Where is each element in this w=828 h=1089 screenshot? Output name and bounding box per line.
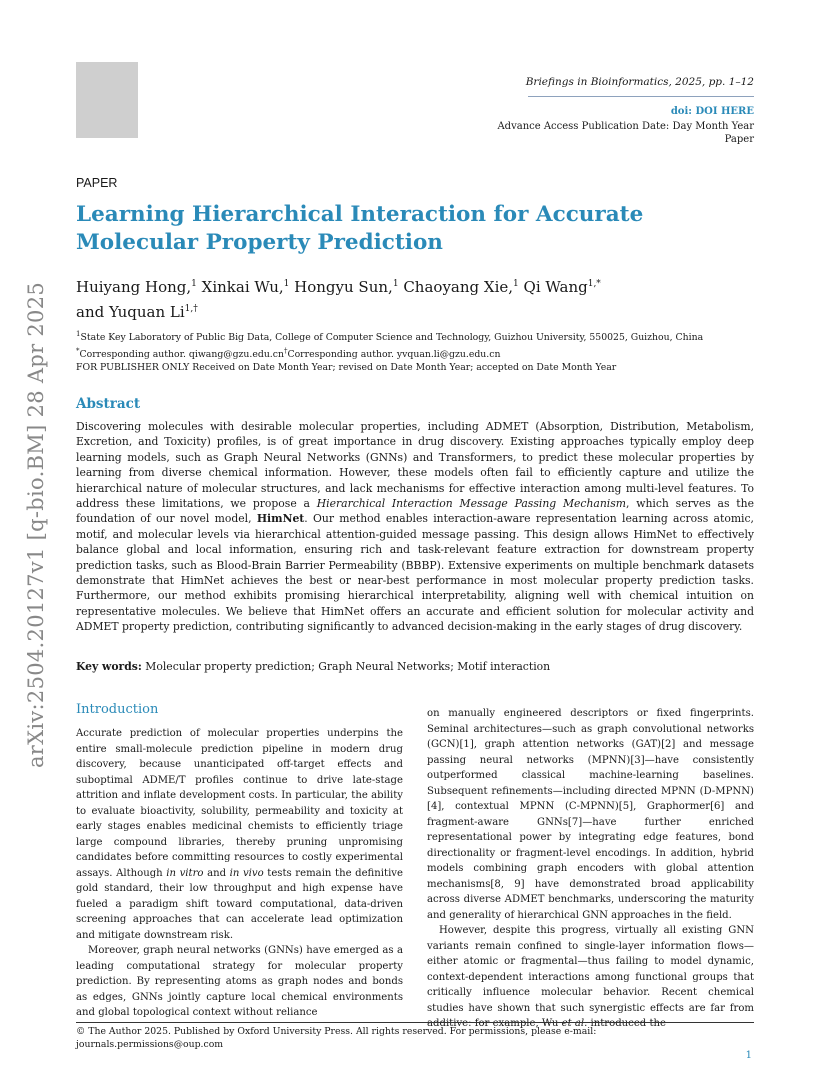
italic-term: et al.	[561, 1018, 588, 1029]
abstract-body	[76, 419, 754, 635]
paragraph	[76, 726, 403, 943]
author: Qi Wang	[523, 278, 588, 296]
arxiv-id[interactable]: arXiv:2504.20127v1 [q-bio.BM] 28 Apr 2025	[24, 281, 48, 769]
text: and	[203, 867, 230, 879]
left-column	[76, 726, 403, 1021]
paper-title	[76, 201, 736, 257]
author: Hongyu Sun,	[294, 278, 393, 296]
corresponding-author-2: Corresponding author. yvquan.li@gzu.edu.cn	[287, 348, 501, 360]
arxiv-sidebar	[16, 260, 56, 790]
right-column	[427, 706, 754, 1032]
text: tests remain the definitive gold standard, their low throughput and high expense have fueled a paradigm shift toward computational, data-driven screening approaches that can accelerate lead optimization and mitigate downstream risk.	[76, 867, 403, 941]
mechanism-name: Hierarchical Interaction Message Passing Mechanism	[316, 497, 627, 511]
corresponding-author-1: Corresponding author. qiwang@gzu.edu.cn	[79, 348, 284, 360]
author: Chaoyang Xie,	[403, 278, 514, 296]
affil-marker: 1	[392, 279, 399, 289]
affiliation-text: State Key Laboratory of Public Big Data, College of Computer Science and Technology, Guizhou University, 550025, Guizhou, China	[80, 332, 704, 344]
keywords-label: Key words:	[76, 660, 142, 673]
italic-term: in vivo	[229, 867, 264, 879]
paragraph	[427, 923, 754, 1032]
affil-marker: 1	[191, 279, 197, 289]
journal-citation: Briefings in Bioinformatics, 2025, pp. 1–12	[525, 76, 754, 88]
abstract-heading: Abstract	[76, 396, 141, 412]
keywords	[76, 660, 550, 673]
page-number: 1	[745, 1050, 752, 1061]
doi-link[interactable]: doi: DOI HERE	[670, 106, 754, 117]
paragraph: on manually engineered descriptors or fixed fingerprints. Seminal architectures—such as graph convolutional networks (GCN)[1], graph attention networks (GAT)[2] and message passing neural networks (MPNN)[3]—have consistently outperformed classical machine-learning baselines. Subsequent refinements—including directed MPNN (D-MPNN)[4], contextual MPNN (C-MPNN)[5], Graphormer[6] and fragment-aware GNNs[7]—have further enriched representational power by integrating edge features, bond directionality or fragment-level encodings. In addition, hybrid models combining graph encoders with global attention mechanisms[8, 9] have demonstrated broad applicability across diverse ADMET benchmarks, underscoring the maturity and generality of hierarchical GNN approaches in the field.	[427, 708, 754, 921]
affil-marker: 1	[283, 279, 290, 289]
author: and Yuquan Li	[76, 303, 185, 321]
affil-marker: 1,*	[587, 279, 601, 289]
journal-logo-placeholder	[76, 62, 138, 138]
title-line-1: Learning Hierarchical Interaction for Accurate	[76, 202, 644, 227]
author: Xinkai Wu,	[201, 278, 284, 296]
section-heading-introduction: Introduction	[76, 702, 159, 717]
text: Accurate prediction of molecular properties underpins the entire small-molecule prediction pipeline in modern drug discovery, because unanticipated off-target effects and suboptimal ADME/T profiles continue to drive late-stage attrition and inflate development costs. In particular, the ability to evaluate bioactivity, solubility, permeability and toxicity at early stages enables medicinal chemists to efficiently triage large compound libraries, thereby pruning unpromising candidates before committing resources to costly experimental assays. Although	[76, 728, 403, 879]
model-name: HimNet	[256, 512, 305, 526]
copyright-text: © The Author 2025. Published by Oxford University Press. All rights reserved. For permissions, please e-mail:	[76, 1026, 597, 1037]
affiliations: $^1$State Key Laboratory of Public Big Data, College of Computer Science and Technology, Guizhou University, 550025, Guizhou, China *Corresponding author. qiwang@gzu.edu.cn†Corresponding author. yvquan.li@gzu.edu.cn FOR PUBLISHER ONLY Received on Date Month Year; revised on Date Month Year; accepted on Date Month Year	[76, 330, 704, 374]
footer-rule	[76, 1022, 754, 1023]
header-rule	[528, 96, 754, 97]
paper-label: PAPER	[76, 176, 118, 190]
affil-marker: 1,†	[184, 304, 198, 314]
abstract-text: Discovering molecules with desirable molecular properties, including ADMET (Absorption, Distribution, Metabolism, Excretion, and Toxicity) profiles, is of great importance in drug discovery. Existing approaches typically employ deep learning models, such as Graph Neural Networks (GNNs) and Transformers, to predict these molecular properties by learning from diverse chemical information. However, these models often fail to efficiently capture and utilize the hierarchical nature of molecular structures, and lack mechanisms for effective interaction among multi-level features. To address these limitations, we propose a	[76, 420, 754, 511]
paragraph: Moreover, graph neural networks (GNNs) have emerged as a leading computational strategy for molecular property prediction. By representing atoms as graph nodes and bonds as edges, GNNs jointly capture local chemical environments and global topological context without reliance	[76, 945, 403, 1018]
abstract-text: . Our method enables interaction-aware representation learning across atomic, motif, and molecular levels via hierarchical attention-guided message passing. This design allows HimNet to effectively balance global and local information, ensuring rich and task-relevant feature extraction for downstream property prediction tasks, such as Blood-Brain Barrier Permeability (BBBP). Extensive experiments on multiple benchmark datasets demonstrate that HimNet achieves the best or near-best performance in most molecular property prediction tasks. Furthermore, our method exhibits promising hierarchical interpretability, aligning well with chemical intuition on representative molecules. We believe that HimNet offers an accurate and efficient solution for molecular activity and ADMET property prediction, contributing significantly to advanced decision-making in the early stages of drug discovery.	[76, 512, 754, 634]
keywords-text: Molecular property prediction; Graph Neural Networks; Motif interaction	[141, 660, 551, 673]
paper-type: Paper	[724, 134, 754, 145]
italic-term: in vitro	[166, 867, 204, 879]
permissions-email[interactable]: journals.permissions@oup.com	[76, 1038, 224, 1050]
publication-date: Advance Access Publication Date: Day Month Year	[497, 121, 754, 132]
author: Huiyang Hong,	[76, 278, 192, 296]
text: However, despite this progress, virtually all existing GNN variants remain confined to single-layer information flows—either atomic or fragmental—thus failing to model dynamic, context-dependent interactions among functional groups that critically influence molecular behavior. Recent chemical studies have shown that such synergistic effects are far from additive: for example, Wu	[427, 925, 754, 1029]
text: introduced the	[587, 1018, 666, 1029]
author-list	[76, 273, 696, 323]
affil-marker: 1	[513, 279, 519, 289]
publisher-dates: FOR PUBLISHER ONLY Received on Date Month Year; revised on Date Month Year; accepted on Date Month Year	[76, 362, 617, 374]
abstract-text: , which serves as the foundation of our novel model,	[76, 497, 754, 526]
title-line-2: Molecular Property Prediction	[76, 230, 443, 255]
footer-copyright	[76, 1026, 756, 1051]
